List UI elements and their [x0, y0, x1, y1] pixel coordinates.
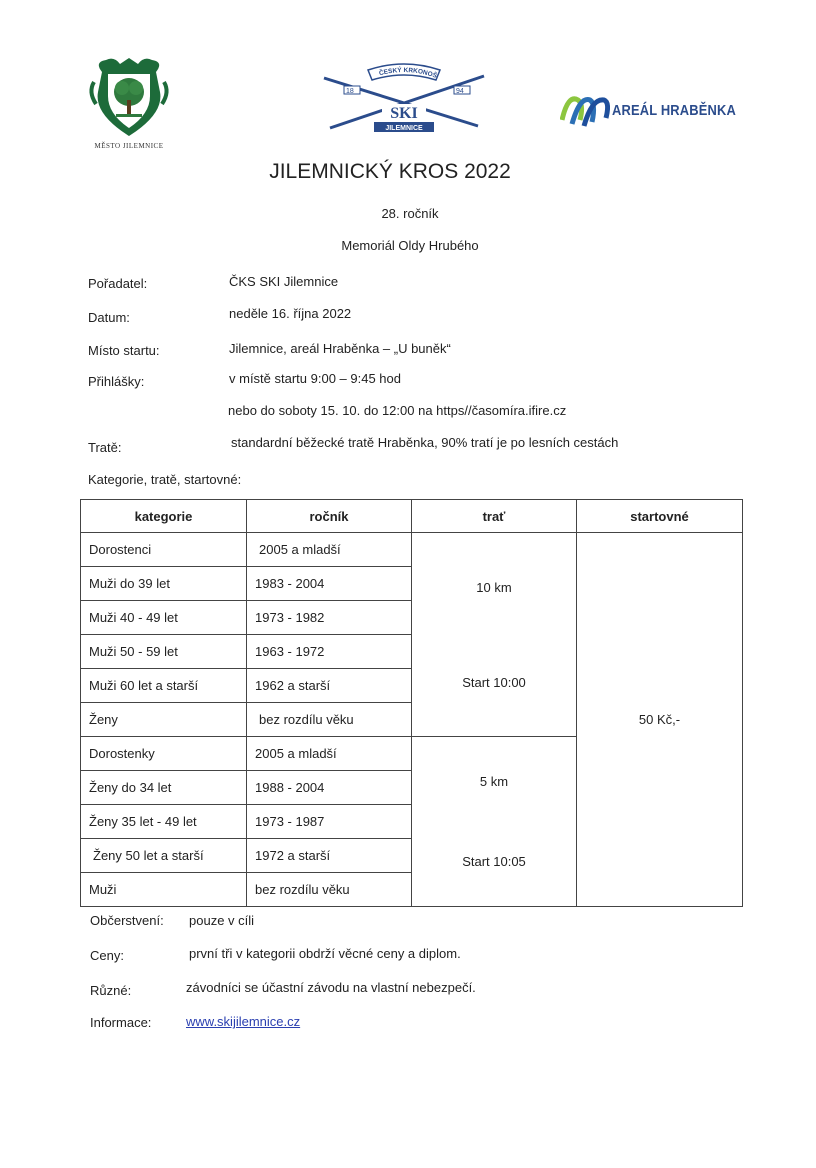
header-track: trať	[412, 500, 577, 533]
memorial-text: Memoriál Oldy Hrubého	[341, 238, 479, 253]
year-cell: bez rozdílu věku	[247, 873, 412, 907]
organizer-label: Pořadatel:	[88, 276, 148, 291]
category-cell: Ženy 50 let a starší	[81, 839, 247, 873]
arena-swoosh-icon	[560, 90, 610, 130]
registration-online-value: nebo do soboty 15. 10. do 12:00 na https//časomíra.ifire.cz	[228, 403, 567, 418]
ski-logo-year-left: 18	[346, 88, 354, 95]
prizes-label: Ceny:	[90, 948, 124, 963]
year-cell: 1962 a starší	[247, 669, 412, 703]
year-cell: 1988 - 2004	[247, 771, 412, 805]
city-logo	[84, 52, 174, 162]
category-cell: Muži do 39 let	[81, 567, 247, 601]
registration-value: v místě startu 9:00 – 9:45 hod	[229, 371, 401, 386]
ski-logo-name: SKI	[390, 105, 418, 122]
misc-value: závodníci se účastní závodu na vlastní nebezpečí.	[186, 980, 476, 995]
category-cell: Muži	[81, 873, 247, 907]
city-coat-of-arms-icon	[84, 52, 174, 142]
year-cell: 2005 a mladší	[247, 737, 412, 771]
registration-label: Přihlášky:	[88, 374, 145, 389]
track-cell-group-1	[412, 533, 577, 737]
track-start-10-00: Start 10:00	[462, 674, 526, 690]
year-cell: 1963 - 1972	[247, 635, 412, 669]
category-cell: Muži 60 let a starší	[81, 669, 247, 703]
year-cell: 1983 - 2004	[247, 567, 412, 601]
year-cell: 2005 a mladší	[247, 533, 412, 567]
refreshment-value: pouze v cíli	[189, 913, 255, 928]
year-cell: 1973 - 1987	[247, 805, 412, 839]
track-distance-10km: 10 km	[476, 579, 512, 595]
tracks-label: Tratě:	[88, 440, 122, 455]
year-cell: bez rozdílu věku	[247, 703, 412, 737]
race-categories-table	[80, 499, 743, 907]
website-link[interactable]: www.skijilemnice.cz	[186, 1014, 301, 1029]
arena-logo	[560, 90, 740, 130]
edition-text: 28. ročník	[381, 206, 439, 221]
category-cell: Dorostenci	[81, 533, 247, 567]
header-category: kategorie	[81, 500, 247, 533]
table-header-row	[81, 500, 743, 533]
header-year: ročník	[247, 500, 412, 533]
arena-logo-text: AREÁL HRABĚNKA	[612, 102, 737, 119]
organizer-value: ČKS SKI Jilemnice	[229, 274, 339, 289]
fee-cell: 50 Kč,-	[577, 533, 743, 907]
crossed-skis-icon	[318, 62, 490, 142]
start-place-value: Jilemnice, areál Hraběnka – „U buněk“	[229, 341, 451, 356]
ski-logo-top-text: ČESKÝ KRKONOŠ	[378, 66, 438, 80]
date-label: Datum:	[88, 310, 130, 325]
ski-logo-year-right: 94	[456, 88, 464, 95]
ski-logo-town: JILEMNICE	[385, 125, 423, 132]
refreshment-label: Občerstvení:	[90, 913, 164, 928]
category-cell: Dorostenky	[81, 737, 247, 771]
track-start-10-05: Start 10:05	[462, 854, 526, 869]
category-cell: Ženy 35 let - 49 let	[81, 805, 247, 839]
year-cell: 1973 - 1982	[247, 601, 412, 635]
date-value: neděle 16. října 2022	[229, 306, 352, 321]
category-cell: Ženy do 34 let	[81, 771, 247, 805]
page-title: JILEMNICKÝ KROS 2022	[269, 160, 511, 183]
category-cell: Muži 50 - 59 let	[81, 635, 247, 669]
ski-club-logo	[318, 62, 490, 142]
category-cell: Ženy	[81, 703, 247, 737]
misc-label: Různé:	[90, 983, 132, 998]
header-fee: startovné	[577, 500, 743, 533]
category-cell: Muži 40 - 49 let	[81, 601, 247, 635]
start-place-label: Místo startu:	[88, 343, 160, 358]
track-cell-group-2	[412, 737, 577, 907]
prizes-value: první tři v kategorii obdrží věcné ceny a diplom.	[189, 946, 461, 961]
information-label: Informace:	[90, 1015, 152, 1030]
table-row	[81, 533, 743, 567]
categories-caption: Kategorie, tratě, startovné:	[88, 472, 242, 487]
year-cell: 1972 a starší	[247, 839, 412, 873]
track-distance-5km: 5 km	[479, 774, 509, 789]
city-logo-caption: MĚSTO JILEMNICE	[94, 142, 164, 150]
tracks-value: standardní běžecké tratě Hraběnka, 90% tratí je po lesních cestách	[231, 435, 619, 450]
